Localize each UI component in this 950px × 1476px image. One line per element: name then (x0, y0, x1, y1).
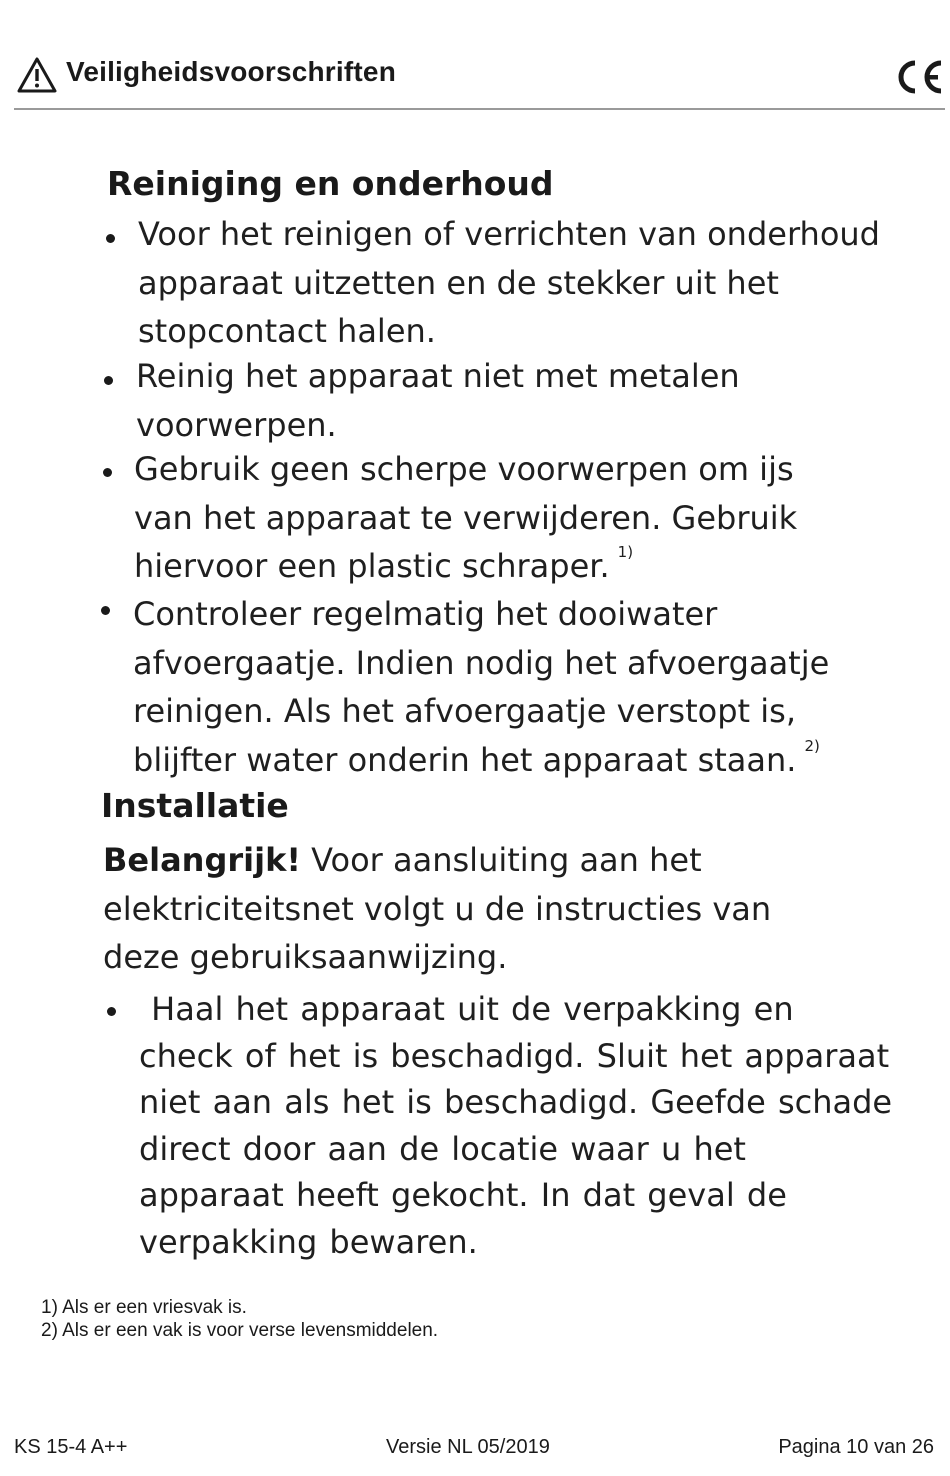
page-footer (14, 1436, 934, 1462)
installation-intro (103, 836, 823, 982)
footnote-ref: 1) (617, 543, 634, 561)
list-item-text (139, 986, 899, 1265)
bullet-dot (104, 376, 113, 385)
bullet-dot (101, 606, 110, 615)
warning-triangle-icon (16, 56, 58, 94)
list-item-text (134, 445, 834, 597)
section-heading-installation: Installatie (101, 786, 289, 825)
footnote-ref: 2) (804, 736, 820, 755)
bullet-dot (106, 234, 115, 243)
footer-page-number: Pagina 10 van 26 (778, 1436, 934, 1458)
list-item-text-body: Gebruik geen scherpe voorwerpen om ijs van het apparaat te verwijderen. Gebruik hiervoor een plastic schraper. (134, 450, 798, 585)
bullet-dot (103, 468, 112, 477)
page-header (14, 52, 945, 110)
bullet-dot (107, 1007, 116, 1016)
important-label: Belangrijk! (103, 841, 301, 879)
footnote-1: 1) Als er een vriesvak is. (41, 1297, 247, 1318)
installation-intro-text: Voor aansluiting aan het elektriciteitsnet volgt u de instructies van deze gebruiksaanwijzing. (103, 841, 772, 976)
footnotes (41, 1296, 438, 1342)
ce-mark-icon (893, 58, 945, 96)
header-title: Veiligheidsvoorschriften (66, 56, 396, 87)
footer-version: Versie NL 05/2019 (386, 1436, 550, 1458)
list-item-text: Reinig het apparaat niet met metalen voorwerpen. (136, 357, 740, 444)
list-item-text-body: Controleer regelmatig het dooiwater afvoergaatje. Indien nodig het afvoergaatje reinigen. Als het afvoergaatje verstopt is, blijfter water onderin het apparaat staan. (133, 595, 830, 779)
footer-model: KS 15-4 A++ (14, 1436, 128, 1458)
list-item-text-body: Haal het apparaat uit de verpakking en check of het is beschadigd. Sluit het apparaat niet aan als het is beschadigd. Geefde schade direct door aan de locatie waar u het apparaat heeft gekocht. In dat geval de verpakking bewaren. (139, 990, 893, 1261)
list-item-text (133, 590, 878, 790)
section-heading-cleaning: Reiniging en onderhoud (107, 164, 554, 203)
list-item-text: Voor het reinigen of verrichten van onderhoud apparaat uitzetten en de stekker uit het stopcontact halen. (138, 215, 880, 350)
footnote-2: 2) Als er een vak is voor verse levensmiddelen. (41, 1320, 439, 1341)
